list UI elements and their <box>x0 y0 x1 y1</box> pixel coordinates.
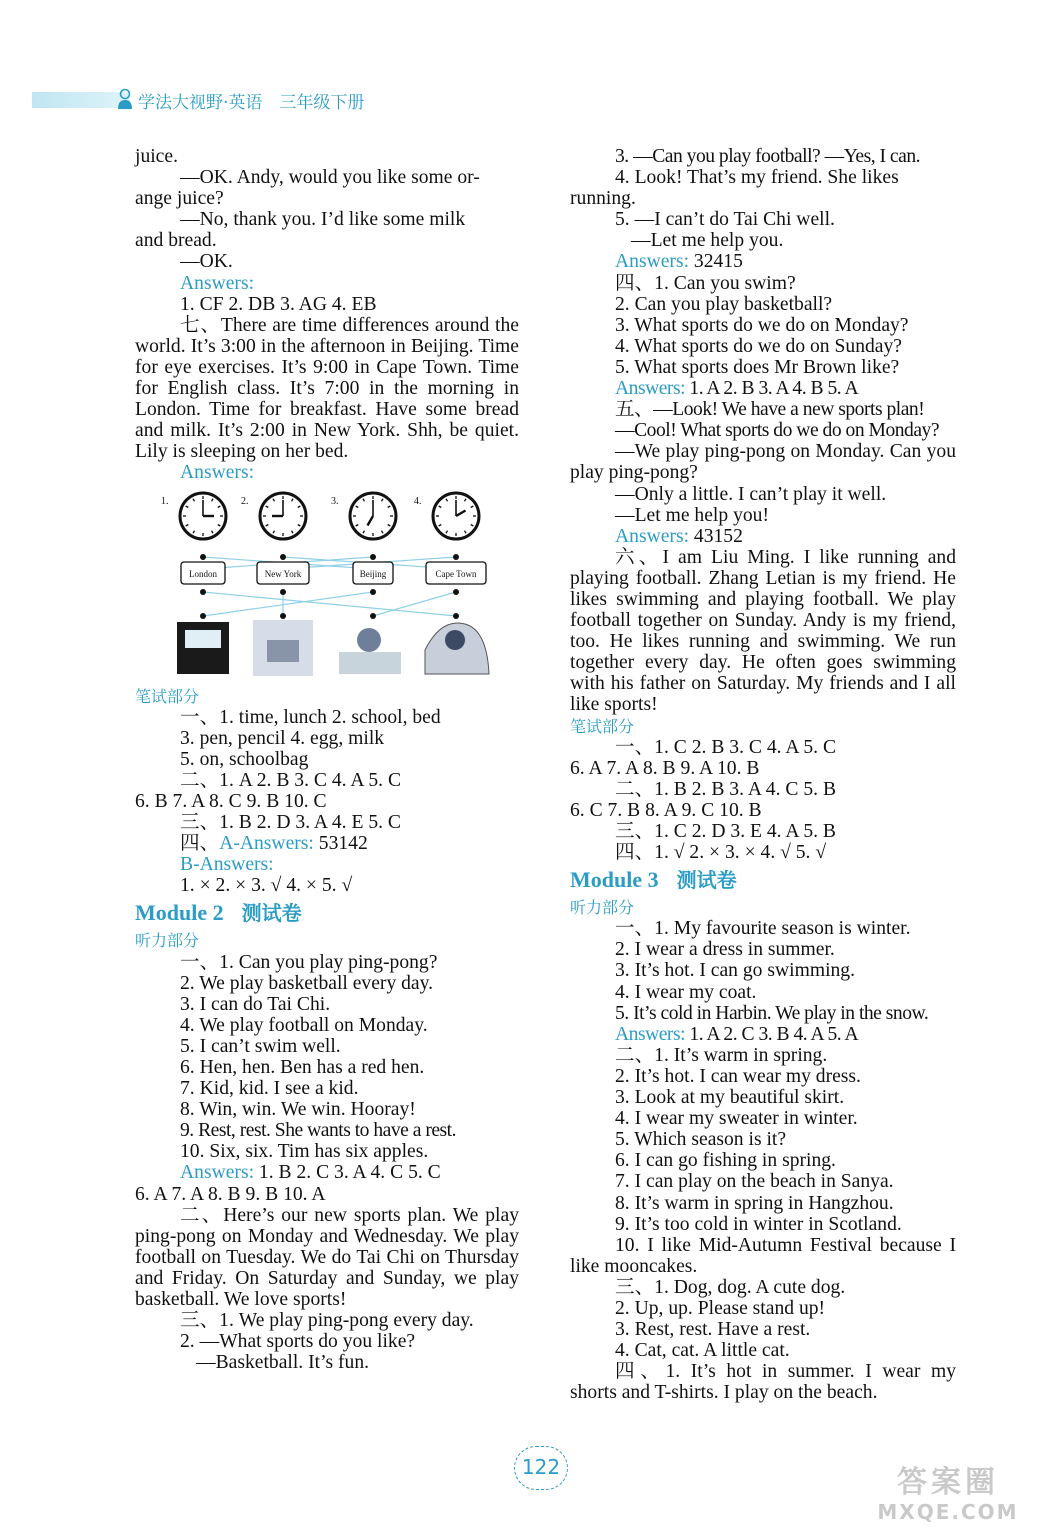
breakfast-picture <box>339 652 401 674</box>
match-dot <box>370 554 376 560</box>
answer-line: 2. It’s hot. I can wear my dress. <box>615 1065 861 1087</box>
answer-line: 2. We play basketball every day. <box>180 972 434 994</box>
answer-line: 9. It’s too cold in winter in Scotland. <box>615 1213 902 1235</box>
answer-line: 2. —What sports do you like? <box>180 1331 416 1353</box>
clock-number: 3. <box>331 495 339 507</box>
answer-line: 4. Look! That’s my friend. She likes <box>615 167 899 189</box>
clock-matching-figure <box>135 490 519 686</box>
answer-line: 3. Rest, rest. Have a rest. <box>615 1319 811 1341</box>
answer-line: 四、1. Can you swim? <box>615 272 796 294</box>
answer-line: 3. What sports do we do on Monday? <box>615 314 909 336</box>
answer-line: 7. I can play on the beach in Sanya. <box>615 1171 894 1193</box>
answer-line: 一、1. time, lunch 2. school, bed <box>180 706 441 728</box>
match-dot <box>200 589 206 595</box>
book-title: 学法大视野·英语 三年级下册 <box>138 93 365 113</box>
answer-line: 4. I wear my coat. <box>615 981 757 1003</box>
answer-line: 3. pen, pencil 4. egg, milk <box>180 727 385 749</box>
match-line <box>203 592 373 616</box>
answer-line: 8. It’s warm in spring in Hangzhou. <box>615 1192 894 1214</box>
answer-line: running. <box>570 188 636 210</box>
clock-number: 1. <box>161 495 169 507</box>
answer-line: 三、1. Dog, dog. A cute dog. <box>615 1276 846 1298</box>
answer-line: 10. Six, six. Tim has six apples. <box>180 1141 429 1163</box>
matching-diagram <box>135 490 519 686</box>
match-dot <box>370 613 376 619</box>
clock-number: 2. <box>241 495 249 507</box>
match-dot <box>200 554 206 560</box>
match-dot <box>370 589 376 595</box>
answer-line: 3. —Can you play football? —Yes, I can. <box>615 146 921 167</box>
answer-line: Answers: 1. B 2. C 3. A 4. C 5. C <box>180 1162 441 1184</box>
answer-line: 5. I can’t swim well. <box>180 1035 341 1057</box>
answer-line: 四、1. It’s hot in summer. I wear my shorts and T-shirts. I play on the beach. <box>570 1361 956 1404</box>
answer-line: 三、1. We play ping-pong every day. <box>180 1310 474 1332</box>
answer-line: —OK. Andy, would you like some or- <box>180 167 480 189</box>
city-label: Cape Town <box>435 568 477 579</box>
answer-line: 五、—Look! We have a new sports plan! <box>615 399 925 421</box>
answer-line: Answers: 32415 <box>615 251 743 273</box>
answer-line: 一、1. C 2. B 3. C 4. A 5. C <box>615 736 837 758</box>
answer-line: —We play ping-pong on Monday. Can you play ping-pong? <box>570 441 956 484</box>
match-dot <box>453 589 459 595</box>
right-column <box>570 146 956 1403</box>
answer-line: —Let me help you. <box>631 230 784 252</box>
answer-line: 4. Cat, cat. A little cat. <box>615 1340 790 1362</box>
answer-line: 5. —I can’t do Tai Chi well. <box>615 209 835 231</box>
answer-line: Answers: <box>180 462 255 484</box>
section-label: 笔试部分 <box>135 686 200 706</box>
child-figure <box>357 628 381 652</box>
blackboard <box>185 630 221 648</box>
answer-line: 二、1. A 2. B 3. C 4. A 5. C <box>180 769 402 791</box>
answer-line: —No, thank you. I’d like some milk <box>180 209 466 231</box>
answer-line: 一、1. Can you play ping-pong? <box>180 951 438 973</box>
answer-line: 二、1. B 2. B 3. A 4. C 5. B <box>615 778 837 800</box>
left-text-top <box>135 146 519 484</box>
answer-line: 二、1. It’s warm in spring. <box>615 1044 828 1066</box>
answer-line: —Cool! What sports do we do on Monday? <box>615 420 940 442</box>
clock-number: 4. <box>414 495 422 507</box>
answer-line: 10. I like Mid-Autumn Festival because I like mooncakes. <box>570 1234 956 1277</box>
answer-line: juice. <box>135 146 178 167</box>
watermark-url: MXQE.COM <box>877 1500 1019 1524</box>
answer-line: B-Answers: <box>180 854 274 876</box>
answer-line: Answers: 43152 <box>615 525 743 547</box>
answer-line: 5. Which season is it? <box>615 1129 787 1151</box>
student-icon <box>117 88 133 110</box>
answer-line: ange juice? <box>135 188 224 210</box>
answer-line: 3. It’s hot. I can go swimming. <box>615 960 856 982</box>
answer-line: 三、1. B 2. D 3. A 4. E 5. C <box>180 812 401 834</box>
answer-line: 2. Up, up. Please stand up! <box>615 1297 826 1319</box>
section-label: 听力部分 <box>570 898 635 918</box>
section-label: 听力部分 <box>135 931 200 951</box>
answer-line: Answers: 1. A 2. B 3. A 4. B 5. A <box>615 378 859 400</box>
answer-line: 四、1. √ 2. × 3. × 4. √ 5. √ <box>615 842 827 864</box>
answer-line: 7. Kid, kid. I see a kid. <box>180 1078 359 1100</box>
answer-line: 2. Can you play basketball? <box>615 293 833 315</box>
answer-line: 6. I can go fishing in spring. <box>615 1150 836 1172</box>
answer-line: 5. What sports does Mr Brown like? <box>615 356 900 378</box>
answer-line: 6. A 7. A 8. B 9. A 10. B <box>570 757 760 779</box>
watermark-logo <box>860 1466 1036 1530</box>
answer-line: 8. Win, win. We win. Hooray! <box>180 1099 416 1121</box>
left-column <box>135 146 519 1373</box>
answer-line: 一、1. My favourite season is winter. <box>615 918 911 940</box>
match-dot <box>280 589 286 595</box>
city-label: New York <box>264 568 302 579</box>
answer-line: Answers: 1. A 2. C 3. B 4. A 5. A <box>615 1023 859 1045</box>
answer-line: 三、1. C 2. D 3. E 4. A 5. B <box>615 821 836 842</box>
answer-line: 6. C 7. B 8. A 9. C 10. B <box>570 799 762 821</box>
match-dot <box>280 613 286 619</box>
match-line <box>203 592 456 616</box>
answer-line: 3. Look at my beautiful skirt. <box>615 1087 845 1109</box>
answer-line: 9. Rest, rest. She wants to have a rest. <box>180 1120 457 1142</box>
answer-line: 六、I am Liu Ming. I like running and playing football. Zhang Letian is my friend. He likes swimming and playing football. We play football together on Sunday. Andy is my friend, too. He likes running and swimming. We run together every day. He often goes swimming with his father on Saturday. My friends and I all like sports! <box>570 546 956 716</box>
right-text <box>570 146 956 1403</box>
answer-line: 四、A-Answers: 53142 <box>180 833 368 855</box>
answer-line: and bread. <box>135 230 217 252</box>
answer-line: Answers: <box>180 272 255 294</box>
module-heading: Module 3 测试卷 <box>570 867 737 893</box>
answer-line: 1. CF 2. DB 3. AG 4. EB <box>180 293 377 315</box>
city-label: London <box>189 568 217 579</box>
exercise-figure <box>445 630 465 650</box>
match-dot <box>200 613 206 619</box>
answer-line: 2. I wear a dress in summer. <box>615 939 835 961</box>
bed-figure <box>267 640 299 662</box>
answer-line: —Only a little. I can’t play it well. <box>615 483 887 505</box>
answer-line: 3. I can do Tai Chi. <box>180 993 331 1015</box>
answer-line: —Basketball. It’s fun. <box>196 1352 370 1374</box>
module-heading: Module 2 测试卷 <box>135 900 302 926</box>
answer-line: 6. B 7. A 8. C 9. B 10. C <box>135 790 327 812</box>
section-label: 笔试部分 <box>570 716 635 736</box>
header-color-bar <box>32 92 130 108</box>
answer-line: 6. A 7. A 8. B 9. B 10. A <box>135 1183 326 1205</box>
answer-line: 4. What sports do we do on Sunday? <box>615 335 902 357</box>
answer-line: —OK. <box>180 251 233 273</box>
answer-line: 二、Here’s our new sports plan. We play ping-pong on Monday and Wednesday. We play football on Tuesday. We do Tai Chi on Thursday and Friday. On Saturday and Sunday, we play basketball. We love sports! <box>135 1204 519 1311</box>
left-text-bottom <box>135 686 519 1374</box>
answer-line: 4. We play football on Monday. <box>180 1014 428 1036</box>
answer-line: —Let me help you! <box>615 504 769 526</box>
answer-line: 1. × 2. × 3. √ 4. × 5. √ <box>180 875 353 897</box>
match-dot <box>453 613 459 619</box>
match-dot <box>280 554 286 560</box>
answer-line: 5. It’s cold in Harbin. We play in the snow. <box>615 1002 929 1024</box>
watermark-text: 答案圈 <box>897 1465 999 1500</box>
answer-line: 5. on, schoolbag <box>180 748 309 770</box>
answer-line: 6. Hen, hen. Ben has a red hen. <box>180 1057 425 1078</box>
page-number: 122 <box>514 1446 568 1490</box>
city-label: Beijing <box>359 568 387 579</box>
match-dot <box>453 554 459 560</box>
answer-line: 4. I wear my sweater in winter. <box>615 1108 858 1130</box>
answer-line: 七、There are time differences around the world. It’s 3:00 in the afternoon in Beijing. Time for eye exercises. It’s 9:00 in Cape Town. Time for English class. It’s 7:00 in the morning in London. Time for breakfast. Have some bread and milk. It’s 2:00 in New York. Shh, be quiet. Lily is sleeping on her bed. <box>135 314 519 463</box>
